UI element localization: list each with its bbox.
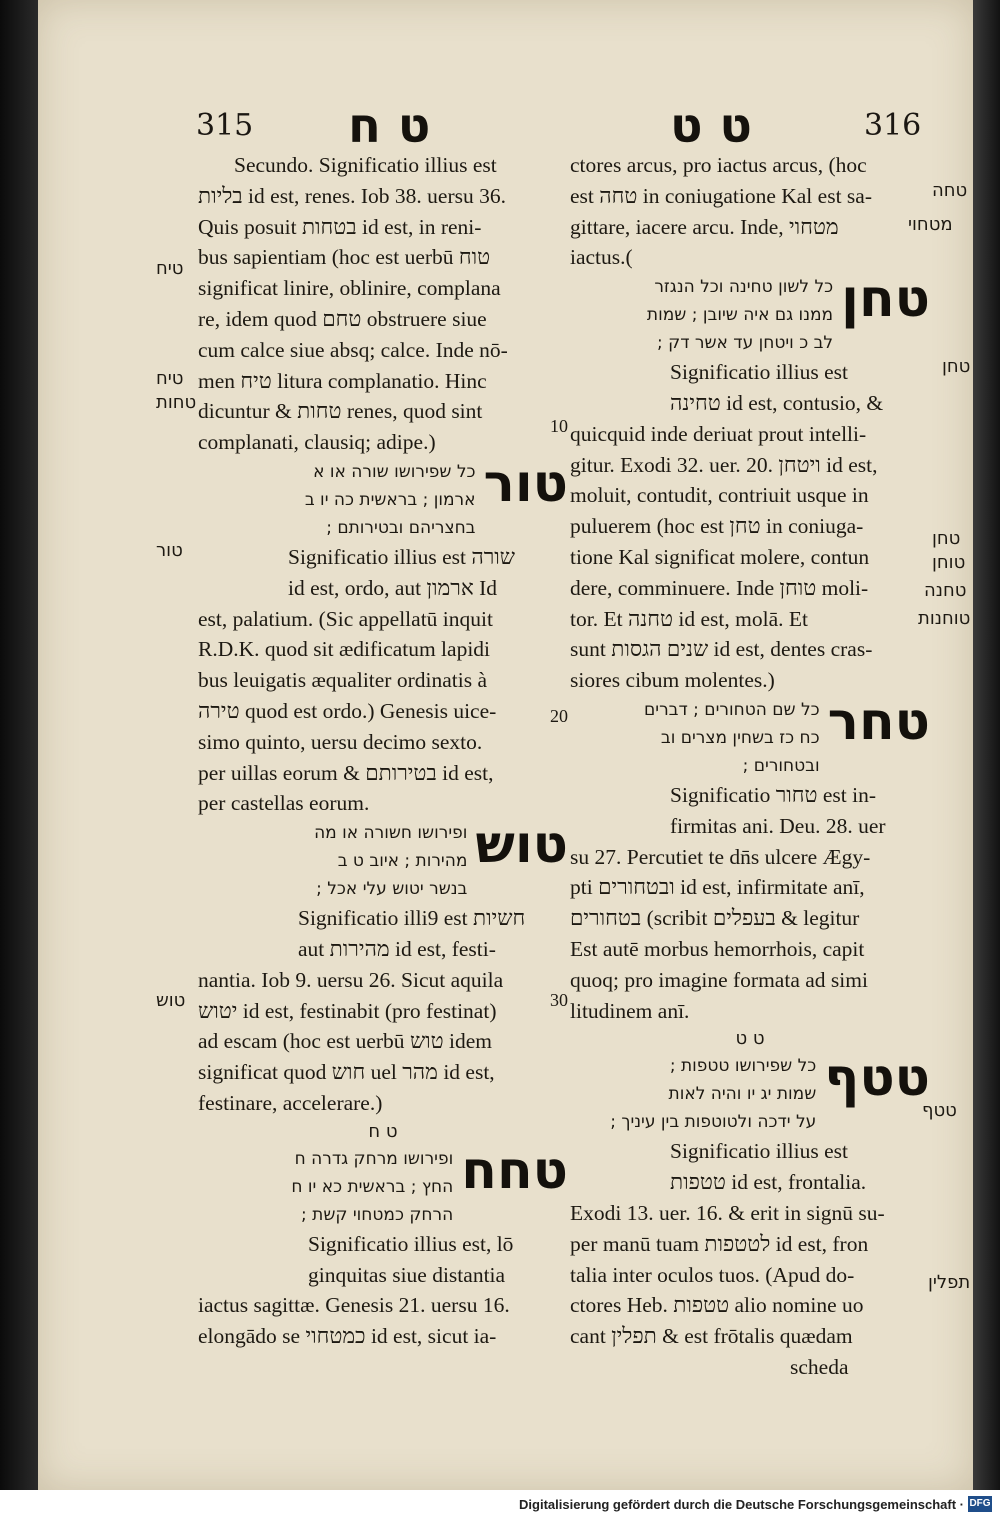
text-line: id est, ordo, aut ארמון Id — [288, 575, 498, 600]
hebrew-definition-line: כל שפירושו טטפות ; — [669, 1056, 817, 1077]
text-line: טטפות id est, frontalia. — [670, 1170, 867, 1195]
text-line: dere, comminuere. Inde טוחן moli- — [570, 575, 869, 600]
text-line: Quis posuit בטחות id est, in reni- — [198, 214, 482, 239]
hebrew-definition-line: כל שם הטחורים ; דברים — [643, 699, 820, 720]
hebrew-definition-line: כל לשון טחינה וכל הנגזר — [654, 277, 834, 298]
margin-note: טיח — [156, 258, 184, 279]
margin-note: טחנה — [924, 580, 967, 601]
text-line: scheda — [790, 1354, 849, 1379]
margin-note: טיח — [156, 368, 184, 389]
margin-note: טחן — [932, 528, 961, 549]
dfg-logo: DFG — [968, 1496, 992, 1512]
hebrew-definition-line: הרחק כמטחוי קשת ; — [301, 1204, 454, 1225]
text-line: per uillas eorum & בטירותם id est, — [198, 760, 494, 785]
line-number: 30 — [550, 990, 568, 1010]
text-line: bus leuigatis æqualiter ordinatis à — [198, 668, 488, 693]
text-line: aut מהירות id est, festi- — [298, 936, 496, 961]
text-line: cum calce siue absq; calce. Inde nō- — [198, 337, 508, 362]
text-line: est, palatium. (Sic appellatū inquit — [198, 606, 493, 631]
text-line: dicuntur & טחות renes, quod sint — [198, 399, 483, 424]
text-line: re, idem quod טחם obstruere siue — [198, 306, 487, 331]
margin-note: טוחנות — [918, 608, 971, 629]
text-line: men טיח litura complanatio. Hinc — [198, 368, 487, 393]
text-line: litudinem anī. — [570, 998, 690, 1023]
book-gutter-shadow — [0, 0, 38, 1490]
dictionary-entry — [198, 1119, 568, 1352]
text-line: cant תפלין & est frōtalis quædam — [570, 1324, 853, 1349]
footer-credit: Digitalisierung gefördert durch die Deutsche Forschungsgemeinschaft · — [519, 1497, 964, 1512]
margin-note: טחה — [932, 180, 968, 201]
text-line: Est autē morbus hemorrhois, capit — [570, 936, 865, 961]
right-running-header: ט ט — [670, 98, 752, 154]
text-line: moluit, contudit, contriuit usque in — [570, 483, 869, 508]
margin-note: טוש — [156, 990, 186, 1011]
text-line: festinare, accelerare.) — [198, 1090, 383, 1115]
left-running-header: ט ח — [348, 98, 431, 154]
section-letters: ט ט — [735, 1028, 765, 1050]
text-line: Exodi 13. uer. 16. & erit in signū su- — [570, 1200, 885, 1225]
text-line: significat linire, oblinire, complana — [198, 276, 501, 301]
hebrew-definition-line: על ידכה ולטוטפות בין עיניך ; — [610, 1112, 817, 1133]
text-line: per castellas eorum. — [198, 791, 370, 816]
text-line: ctores arcus, pro iactus arcus, (hoc — [570, 153, 867, 177]
left-text-column — [198, 150, 568, 1352]
text-line: quoq; pro imagine formata ad simi — [570, 967, 868, 992]
text-line: בטחורים (scribit בעפלים & legitur — [570, 906, 860, 931]
text-line: Significatio illius est — [670, 1139, 848, 1164]
hebrew-definition-line: שמות יג יו והיה לאות — [668, 1084, 817, 1105]
hebrew-definition-line: מהירות ; איוב ט ב — [337, 851, 468, 872]
text-line: טירה quod est ordo.) Genesis uice- — [198, 698, 497, 723]
hebrew-definition-line: ובטחורים ; — [742, 755, 820, 776]
hebrew-definition-line: כח כז בשחין מצרים וב — [660, 727, 820, 748]
text-line: per manū tuam לטטפות id est, fron — [570, 1231, 869, 1256]
text-line: tione Kal significat molere, contun — [570, 544, 870, 569]
text-line: est טחה in coniugatione Kal est sa- — [570, 183, 872, 208]
margin-note: תפלין — [928, 1272, 971, 1293]
text-line: gittare, iacere arcu. Inde, מטחוי — [570, 214, 839, 239]
text-line: tor. Et טחנה id est, molā. Et — [570, 606, 808, 631]
margin-note: טחות — [156, 392, 197, 413]
book-page-edge — [973, 0, 1000, 1490]
margin-note: טטף — [922, 1100, 957, 1121]
text-line: iactus.( — [570, 245, 633, 270]
text-line: elongādo se כמטחוי id est, sicut ia- — [198, 1324, 497, 1349]
hebrew-definition-line: בחצריהם ובטירותם ; — [326, 517, 476, 538]
margin-note: טוחן — [932, 552, 966, 573]
text-line: Significatio illius est שורה — [288, 544, 515, 569]
text-line: בליות id est, renes. Iob 38. uersu 36. — [198, 183, 506, 208]
hebrew-definition-line: ופירושו חשורה או מה — [314, 823, 468, 844]
right-text-column — [570, 150, 930, 1383]
hebrew-definition-line: החץ ; בראשית כא יו ח — [291, 1176, 454, 1197]
text-line: significat quod חוש uel מהר id est, — [198, 1060, 495, 1085]
hebrew-definition-line: כל שפירושו שורה או א — [313, 461, 476, 482]
dictionary-entry — [570, 1026, 930, 1382]
text-line: יטוש id est, festinabit (pro festinat) — [198, 998, 497, 1023]
left-page-number: 315 — [196, 108, 254, 143]
section-letters: ט ח — [368, 1120, 398, 1142]
text-line: talia inter oculos tuos. (Apud do- — [570, 1262, 855, 1287]
dictionary-entry — [198, 453, 568, 819]
text-line: iactus sagittæ. Genesis 21. uersu 16. — [198, 1293, 510, 1318]
margin-note: טור — [156, 540, 183, 561]
entry-headword: טחר — [827, 691, 930, 752]
entry-headword: טור — [483, 453, 568, 514]
dictionary-entry — [570, 691, 930, 1026]
hebrew-definition-line: לב כ ויטחן עד אשר דק ; — [657, 333, 834, 354]
text-line: bus sapientiam (hoc est uerbū טוח — [198, 245, 491, 270]
text-line: su 27. Percutiet te dn̄s ulcere Ægy- — [570, 844, 871, 869]
entry-headword: טטף — [824, 1048, 930, 1109]
hebrew-definition-line: בנשר יטוש עלי אכל ; — [316, 879, 468, 900]
text-line: Significatio illi9 est חשיות — [298, 906, 526, 931]
text-line: Secundo. Significatio illius est — [234, 153, 497, 177]
hebrew-definition-line: ארמון ; בראשית כה יו ב — [304, 489, 476, 510]
text-line: siores cibum molentes.) — [570, 668, 775, 693]
text-line: nantia. Iob 9. uersu 26. Sicut aquila — [198, 967, 504, 992]
text-line: sunt שנים הגסות id est, dentes cras- — [570, 637, 873, 662]
text-line: ginquitas siue distantia — [308, 1262, 506, 1287]
text-line: gitur. Exodi 32. uer. 20. ויטחן id est, — [570, 452, 878, 477]
hebrew-definition-line: ופירושו מרחק גדרה ח — [294, 1148, 454, 1169]
text-line: Significatio טחור est in- — [670, 782, 877, 807]
text-line: Significatio illius est — [670, 360, 848, 385]
text-line: ad escam (hoc est uerbū טוש idem — [198, 1029, 493, 1054]
hebrew-definition-line: ממנו גם איה שיובן ; שמות — [646, 305, 834, 326]
text-line: complanati, clausiq; adipe.) — [198, 430, 436, 455]
dictionary-entry — [570, 269, 930, 696]
line-number: 10 — [550, 416, 568, 436]
margin-note: מטחוי — [908, 214, 953, 235]
margin-note: טחן — [942, 356, 971, 377]
book-page — [38, 0, 973, 1490]
text-line: simo quinto, uersu decimo sexto. — [198, 729, 483, 754]
text-line: pti ובטחורים id est, infirmitate anī, — [570, 875, 865, 900]
text-line: R.D.K. quod sit ædificatum lapidi — [198, 637, 491, 662]
text-line: puluerem (hoc est טחן in coniuga- — [570, 514, 864, 539]
entry-headword: טוש — [475, 815, 568, 876]
entry-headword: טחן — [841, 269, 930, 330]
dictionary-entry — [198, 815, 568, 1119]
entry-headword: טחח — [461, 1140, 568, 1201]
right-page-number: 316 — [864, 108, 922, 143]
text-line: firmitas ani. Deu. 28. uer — [670, 813, 886, 838]
text-line: quicquid inde deriuat prout intelli- — [570, 421, 867, 446]
line-number: 20 — [550, 706, 568, 726]
text-line: Significatio illius est, lō — [308, 1231, 514, 1256]
text-line: טחינה id est, contusio, & — [670, 390, 884, 415]
text-line: ctores Heb. טטפות alio nomine uo — [570, 1293, 864, 1318]
